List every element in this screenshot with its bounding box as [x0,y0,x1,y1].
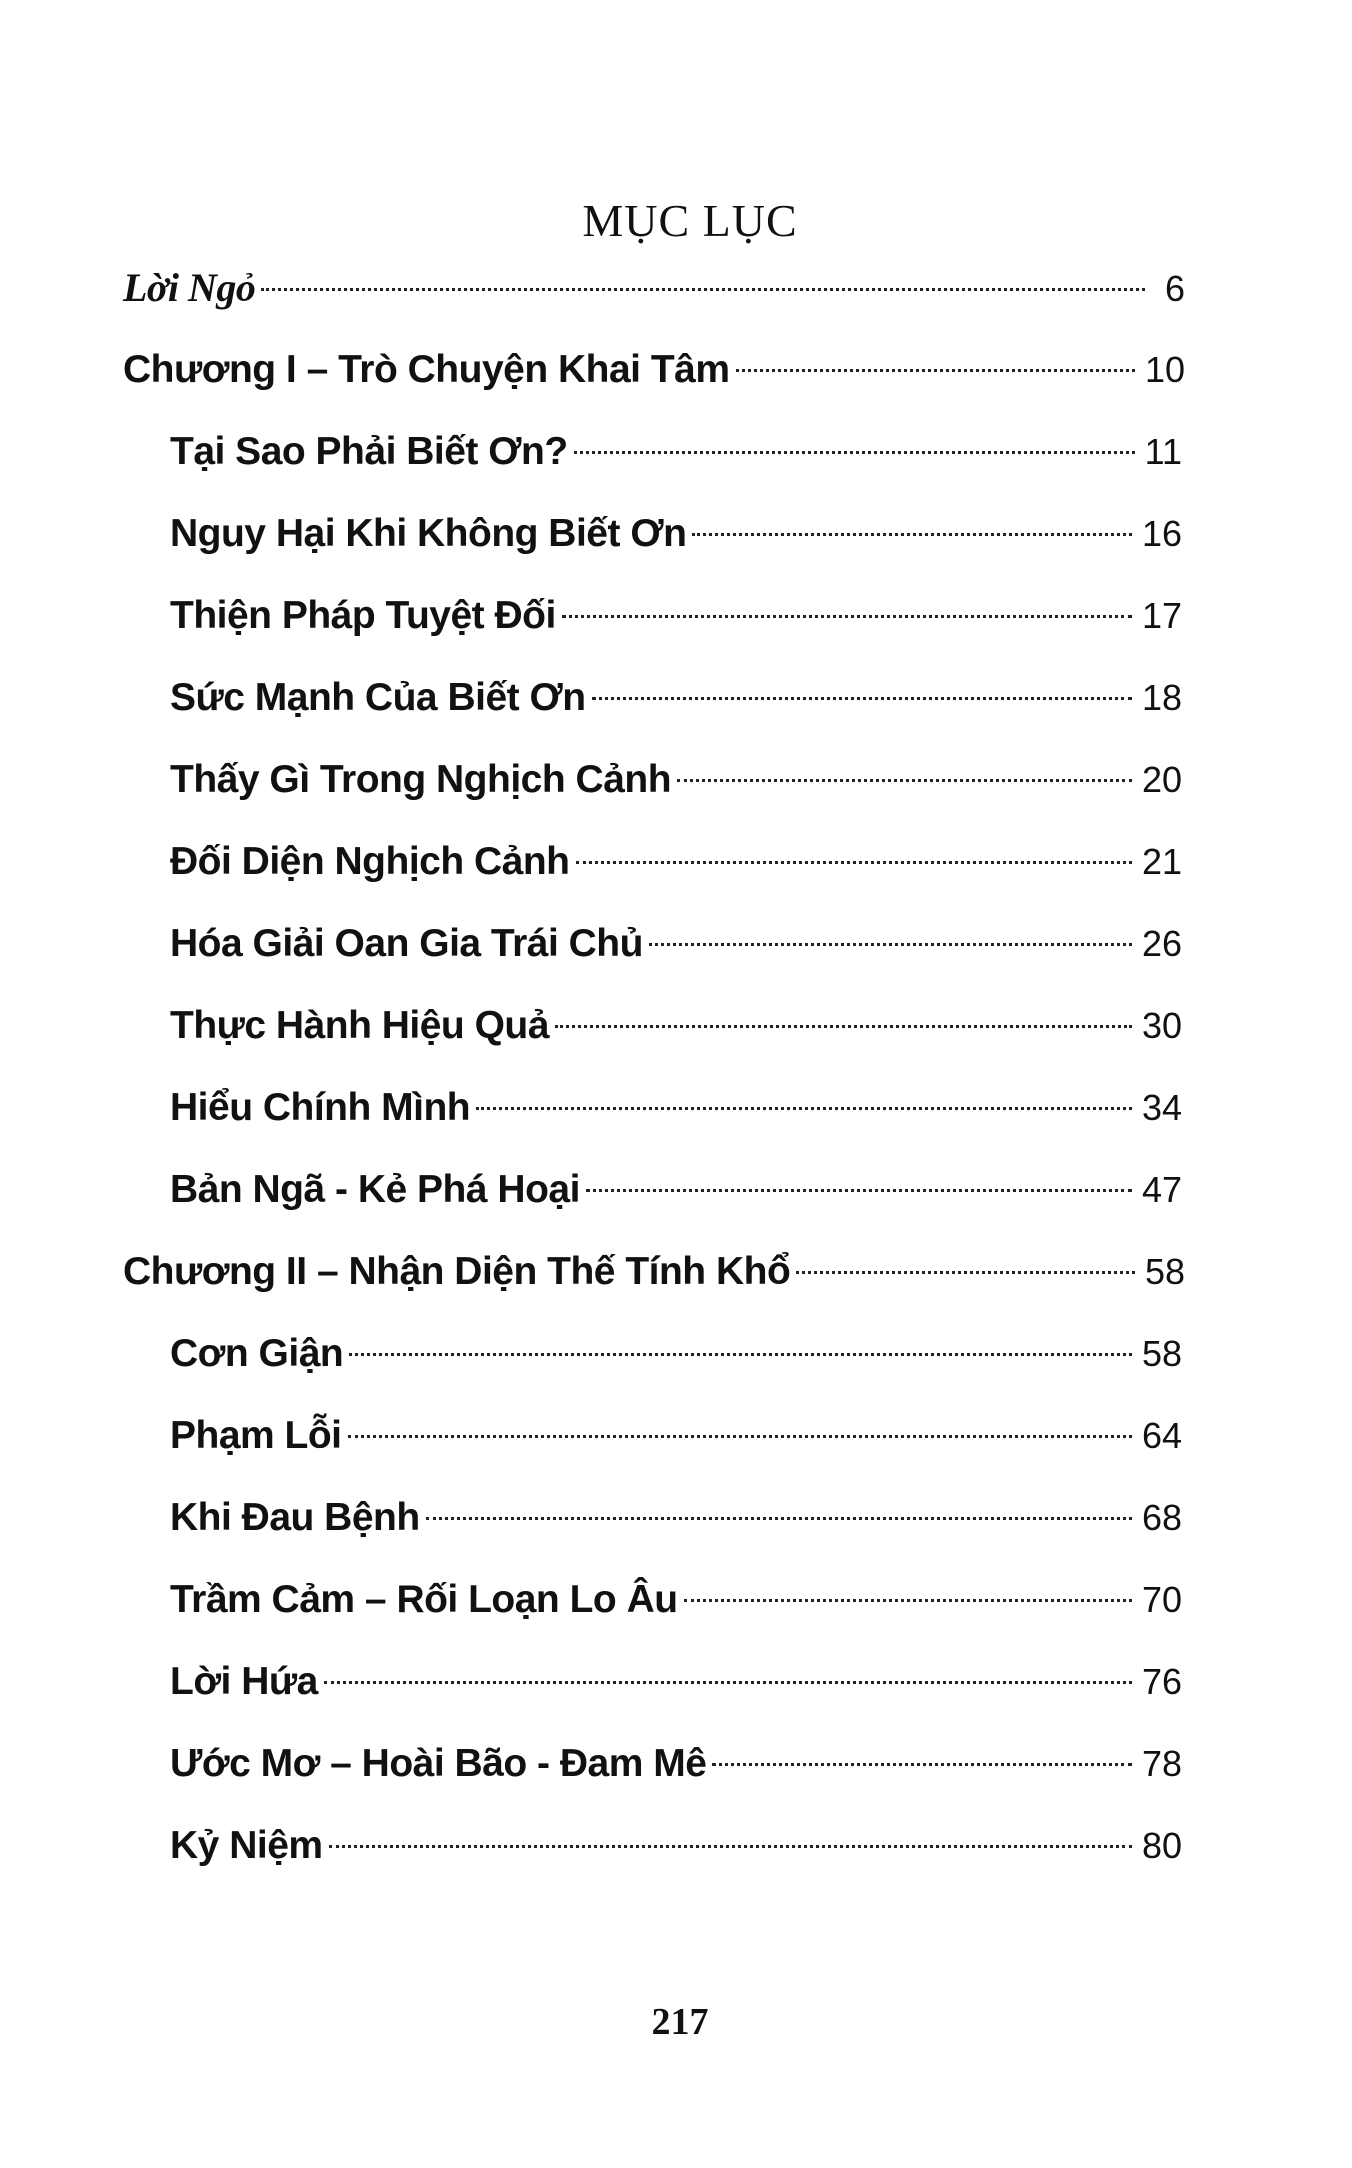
toc-entry-label: Thực Hành Hiệu Quả [170,1004,549,1047]
dot-leader [712,1763,1132,1766]
toc-entry-page: 16 [1141,513,1182,554]
toc-entry-label: Lời Ngỏ [123,265,256,310]
toc-entry-page: 78 [1141,1743,1182,1784]
dot-leader [649,943,1132,946]
toc-entry-label: Cơn Giận [170,1332,344,1375]
dot-leader [476,1107,1132,1110]
dot-leader [586,1189,1132,1192]
dot-leader [796,1271,1135,1274]
dot-leader [736,369,1135,372]
toc-entry-label: Khi Đau Bệnh [170,1496,420,1539]
toc-entry[interactable] [170,832,1182,892]
dot-leader [555,1025,1132,1028]
toc-entry-page: 64 [1141,1415,1182,1456]
toc-entry[interactable] [170,1570,1182,1630]
toc-entry-page: 30 [1141,1005,1182,1046]
toc-entry-page: 18 [1141,677,1182,718]
toc-entry-page: 47 [1141,1169,1182,1210]
toc-entry-page: 26 [1141,923,1182,964]
toc-entry-page: 58 [1144,1251,1185,1292]
toc-entry[interactable] [170,422,1182,482]
toc-entry-page: 58 [1141,1333,1182,1374]
dot-leader [324,1681,1132,1684]
toc-entry-label: Phạm Lỗi [170,1414,342,1457]
toc-entry[interactable] [170,914,1182,974]
toc-entry-label: Kỷ Niệm [170,1824,323,1867]
toc-entry-label: Hiểu Chính Mình [170,1086,471,1129]
toc-entry[interactable] [170,1816,1182,1876]
toc-entry-page: 10 [1144,349,1185,390]
toc-entry[interactable] [170,1652,1182,1712]
toc-entry-page: 68 [1141,1497,1182,1538]
toc-entry[interactable] [170,1324,1182,1384]
toc-entry-page: 34 [1141,1087,1182,1128]
toc-entry-page: 70 [1141,1579,1182,1620]
dot-leader [677,779,1132,782]
toc-entry-label: Trầm Cảm – Rối Loạn Lo Âu [170,1578,678,1621]
toc-entry-chapter-1[interactable] [123,340,1185,400]
toc-entry[interactable] [170,586,1182,646]
dot-leader [261,288,1145,291]
toc-entry-label: Thấy Gì Trong Nghịch Cảnh [170,758,672,801]
toc-entry-page: 80 [1141,1825,1182,1866]
toc-entry-page: 21 [1141,841,1182,882]
dot-leader [684,1599,1132,1602]
dot-leader [692,533,1132,536]
toc-entry-label: Chương I – Trò Chuyện Khai Tâm [123,348,730,391]
toc-entry-label: Đối Diện Nghịch Cảnh [170,840,570,883]
toc-entry-page: 11 [1144,431,1182,472]
toc-entry-page: 76 [1141,1661,1182,1702]
toc-entry-label: Tại Sao Phải Biết Ơn? [170,430,568,473]
toc-entry-label: Lời Hứa [170,1660,318,1703]
toc-entry[interactable] [170,996,1182,1056]
page-number: 217 [651,2001,709,2043]
toc-entry-page: 20 [1141,759,1182,800]
toc-entry-chapter-2[interactable] [123,1242,1185,1302]
toc-entry[interactable] [170,1734,1182,1794]
toc-entry-label: Nguy Hại Khi Không Biết Ơn [170,512,687,555]
toc-entry-label: Thiện Pháp Tuyệt Đối [170,594,556,637]
page-title: MỤC LỤC [582,195,798,246]
toc-entry-label: Sức Mạnh Của Biết Ơn [170,676,586,719]
toc-entry-intro[interactable] [123,258,1185,318]
toc-entry[interactable] [170,668,1182,728]
toc-entry-label: Ước Mơ – Hoài Bão - Đam Mê [170,1742,707,1785]
dot-leader [576,861,1132,864]
toc-entry[interactable] [170,750,1182,810]
dot-leader [329,1845,1132,1848]
dot-leader [348,1435,1132,1438]
toc-entry-label: Bản Ngã - Kẻ Phá Hoại [170,1168,580,1211]
toc-entry-page: 17 [1141,595,1182,636]
toc-entry[interactable] [170,504,1182,564]
dot-leader [349,1353,1132,1356]
dot-leader [592,697,1132,700]
toc-entry[interactable] [170,1078,1182,1138]
toc-entry[interactable] [170,1160,1182,1220]
toc-entry-page: 6 [1164,268,1185,309]
toc-entry[interactable] [170,1406,1182,1466]
toc-entry-label: Chương II – Nhận Diện Thế Tính Khổ [123,1250,791,1293]
toc-entry-label: Hóa Giải Oan Gia Trái Chủ [170,922,643,965]
dot-leader [426,1517,1132,1520]
dot-leader [574,451,1135,454]
toc-entry[interactable] [170,1488,1182,1548]
dot-leader [562,615,1132,618]
